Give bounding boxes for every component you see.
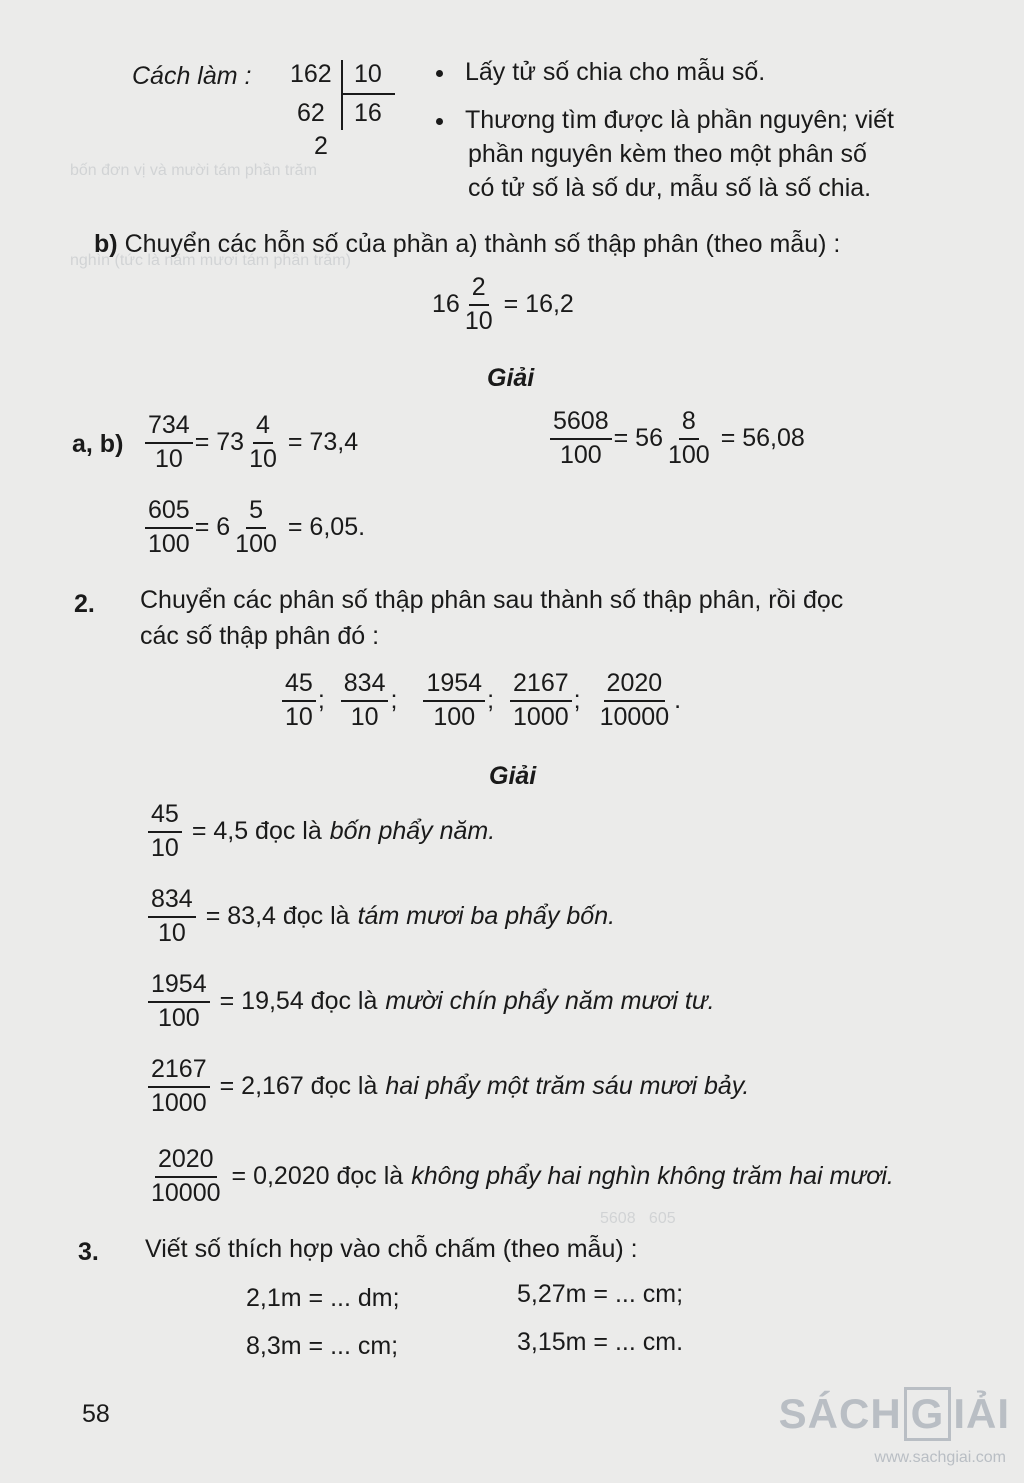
- fraction-numerator: 45: [282, 670, 316, 702]
- fraction: [232, 497, 280, 558]
- bleed-through-text: 5608 605: [600, 1210, 676, 1227]
- fraction-numerator: 734: [145, 412, 193, 444]
- fraction-denominator: 100: [148, 529, 190, 558]
- fraction: [665, 408, 713, 469]
- solution-heading: Giải: [487, 364, 535, 392]
- division-quotient: 16: [354, 99, 382, 127]
- answer-row: [146, 971, 715, 1032]
- fraction-denominator: 10000: [151, 1178, 221, 1207]
- bullet-icon: [436, 70, 443, 77]
- fraction-numerator: 2167: [510, 670, 572, 702]
- division-partial: 62: [297, 99, 325, 127]
- fraction: [597, 670, 673, 731]
- answer-reading: hai phẩy một trăm sáu mươi bảy.: [385, 1072, 750, 1100]
- exercise-3-item: 8,3m = ... cm;: [246, 1332, 399, 1360]
- fraction-numerator: 5: [246, 497, 266, 529]
- answer-reading: không phẩy hai nghìn không trăm hai mươi.: [411, 1162, 894, 1190]
- division-horizontal-line: [341, 93, 395, 95]
- fraction: [148, 801, 182, 862]
- bullet-icon: [436, 118, 443, 125]
- fraction-denominator: 10000: [599, 702, 670, 731]
- fraction: [148, 971, 210, 1032]
- fraction: [341, 670, 389, 731]
- example-fraction: [462, 274, 496, 335]
- fraction-denominator: 10: [151, 833, 179, 862]
- method-bullet-2-line2: phần nguyên kèm theo một phân số: [468, 140, 867, 168]
- fraction: [148, 1056, 210, 1117]
- page-number: 58: [82, 1400, 110, 1428]
- division-divisor: 10: [354, 60, 382, 88]
- fraction-denominator: 1000: [513, 702, 569, 731]
- answer-equation: = 4,5 đọc là: [191, 817, 322, 845]
- fraction-numerator: 834: [148, 886, 196, 918]
- fraction-numerator: 2167: [148, 1056, 210, 1088]
- fraction-denominator: 100: [433, 702, 476, 731]
- part-b-text: Chuyển các hỗn số của phần a) thành số thập phân (theo mẫu) :: [124, 230, 841, 258]
- solution-label: a, b): [72, 430, 124, 458]
- separator: ;: [390, 686, 398, 714]
- fraction-numerator: 2: [469, 274, 489, 306]
- fraction-numerator: 2020: [604, 670, 666, 702]
- fraction-denominator: 10: [285, 702, 313, 731]
- fraction: [550, 408, 612, 469]
- fraction-numerator: 605: [145, 497, 193, 529]
- mixed-whole: = 6: [194, 513, 231, 541]
- answer-equation: = 2,167 đọc là: [219, 1072, 378, 1100]
- solution-heading: Giải: [489, 762, 537, 790]
- fraction-denominator: 100: [235, 529, 277, 558]
- solution-item: [143, 412, 358, 473]
- part-b-instruction: [94, 230, 840, 259]
- method-bullet-text: Lấy tử số chia cho mẫu số.: [465, 58, 766, 86]
- mixed-whole: = 56: [613, 424, 663, 452]
- method-bullet-text: Thương tìm được là phần nguyên; viết: [465, 106, 894, 134]
- method-label: Cách làm :: [132, 62, 252, 90]
- fraction: [246, 412, 280, 473]
- answer-equation: = 19,54 đọc là: [219, 987, 378, 1015]
- exercise-2-text-line1: Chuyển các phân số thập phân sau thành số thập phân, rồi đọc: [140, 586, 844, 614]
- answer-row: [146, 1146, 894, 1207]
- answer-row: [146, 801, 495, 862]
- fraction-denominator: 100: [559, 440, 602, 469]
- answer-reading: bốn phẩy năm.: [329, 817, 496, 845]
- division-vertical-line: [341, 60, 343, 130]
- answer-reading: mười chín phẩy năm mươi tư.: [385, 987, 715, 1015]
- exercise-2-number: 2.: [74, 590, 95, 618]
- exercise-3-item: 5,27m = ... cm;: [517, 1280, 684, 1308]
- exercise-3-number: 3.: [78, 1238, 99, 1266]
- mixed-whole: = 73: [194, 428, 245, 456]
- method-bullet-2: [436, 106, 894, 135]
- exercise-2-text-line2: các số thập phân đó :: [140, 622, 380, 650]
- fraction: [510, 670, 572, 731]
- fraction-numerator: 5608: [550, 408, 612, 440]
- exercise-3-item: 3,15m = ... cm.: [517, 1328, 684, 1356]
- method-bullet-2-line3: có tử số là số dư, mẫu số là số chia.: [468, 174, 872, 202]
- separator: ;: [317, 686, 325, 714]
- site-url[interactable]: www.sachgiai.com: [874, 1449, 1006, 1466]
- method-bullet-1: [436, 58, 765, 87]
- fraction-denominator: 10: [157, 918, 186, 947]
- division-dividend: 162: [290, 60, 332, 88]
- part-b-label: b): [94, 230, 118, 258]
- solution-item: [548, 408, 805, 469]
- fraction-numerator: 45: [148, 801, 182, 833]
- fraction-numerator: 1954: [423, 670, 485, 702]
- decimal-result: = 56,08: [720, 424, 805, 452]
- fraction-numerator: 8: [679, 408, 699, 440]
- fraction-numerator: 834: [341, 670, 389, 702]
- fraction-denominator: 10: [350, 702, 379, 731]
- answer-equation: = 83,4 đọc là: [205, 902, 350, 930]
- fraction-numerator: 2020: [155, 1146, 217, 1178]
- fraction: [148, 1146, 224, 1207]
- example-whole: 16: [432, 290, 460, 318]
- separator: ;: [487, 686, 495, 714]
- answer-row: [146, 1056, 749, 1117]
- bleed-through-text: nghìn (tức là năm mươi tám phần trăm): [70, 252, 351, 269]
- example-result: = 16,2: [503, 290, 574, 318]
- fraction-denominator: 10: [464, 306, 493, 335]
- answer-equation: = 0,2020 đọc là: [231, 1162, 404, 1190]
- bleed-through-text: bốn đơn vị và mười tám phần trăm: [70, 162, 317, 179]
- fraction: [282, 670, 316, 731]
- decimal-result: = 6,05.: [287, 513, 366, 541]
- fraction: [148, 886, 196, 947]
- fraction-denominator: 10: [249, 444, 277, 473]
- fraction-denominator: 10: [154, 444, 183, 473]
- fraction-numerator: 4: [253, 412, 273, 444]
- fraction-numerator: 1954: [148, 971, 210, 1003]
- fraction: [423, 670, 485, 731]
- separator: .: [674, 686, 682, 714]
- exercise-3-item: 2,1m = ... dm;: [246, 1284, 400, 1312]
- division-remainder: 2: [314, 132, 328, 160]
- answer-row: [146, 886, 615, 947]
- fraction-denominator: 100: [667, 440, 710, 469]
- fraction-denominator: 100: [157, 1003, 200, 1032]
- fraction-denominator: 1000: [151, 1088, 207, 1117]
- decimal-result: = 73,4: [287, 428, 359, 456]
- part-b-example: [432, 274, 574, 335]
- exercise-3-text: Viết số thích hợp vào chỗ chấm (theo mẫu) :: [145, 1235, 638, 1263]
- exercise-2-fraction-list: [280, 670, 681, 731]
- sachgiai-logo: SÁCH G IẢI: [779, 1387, 1010, 1441]
- separator: ;: [573, 686, 581, 714]
- fraction: [145, 497, 193, 558]
- fraction: [145, 412, 193, 473]
- solution-item: [143, 497, 365, 558]
- answer-reading: tám mươi ba phẩy bốn.: [357, 902, 616, 930]
